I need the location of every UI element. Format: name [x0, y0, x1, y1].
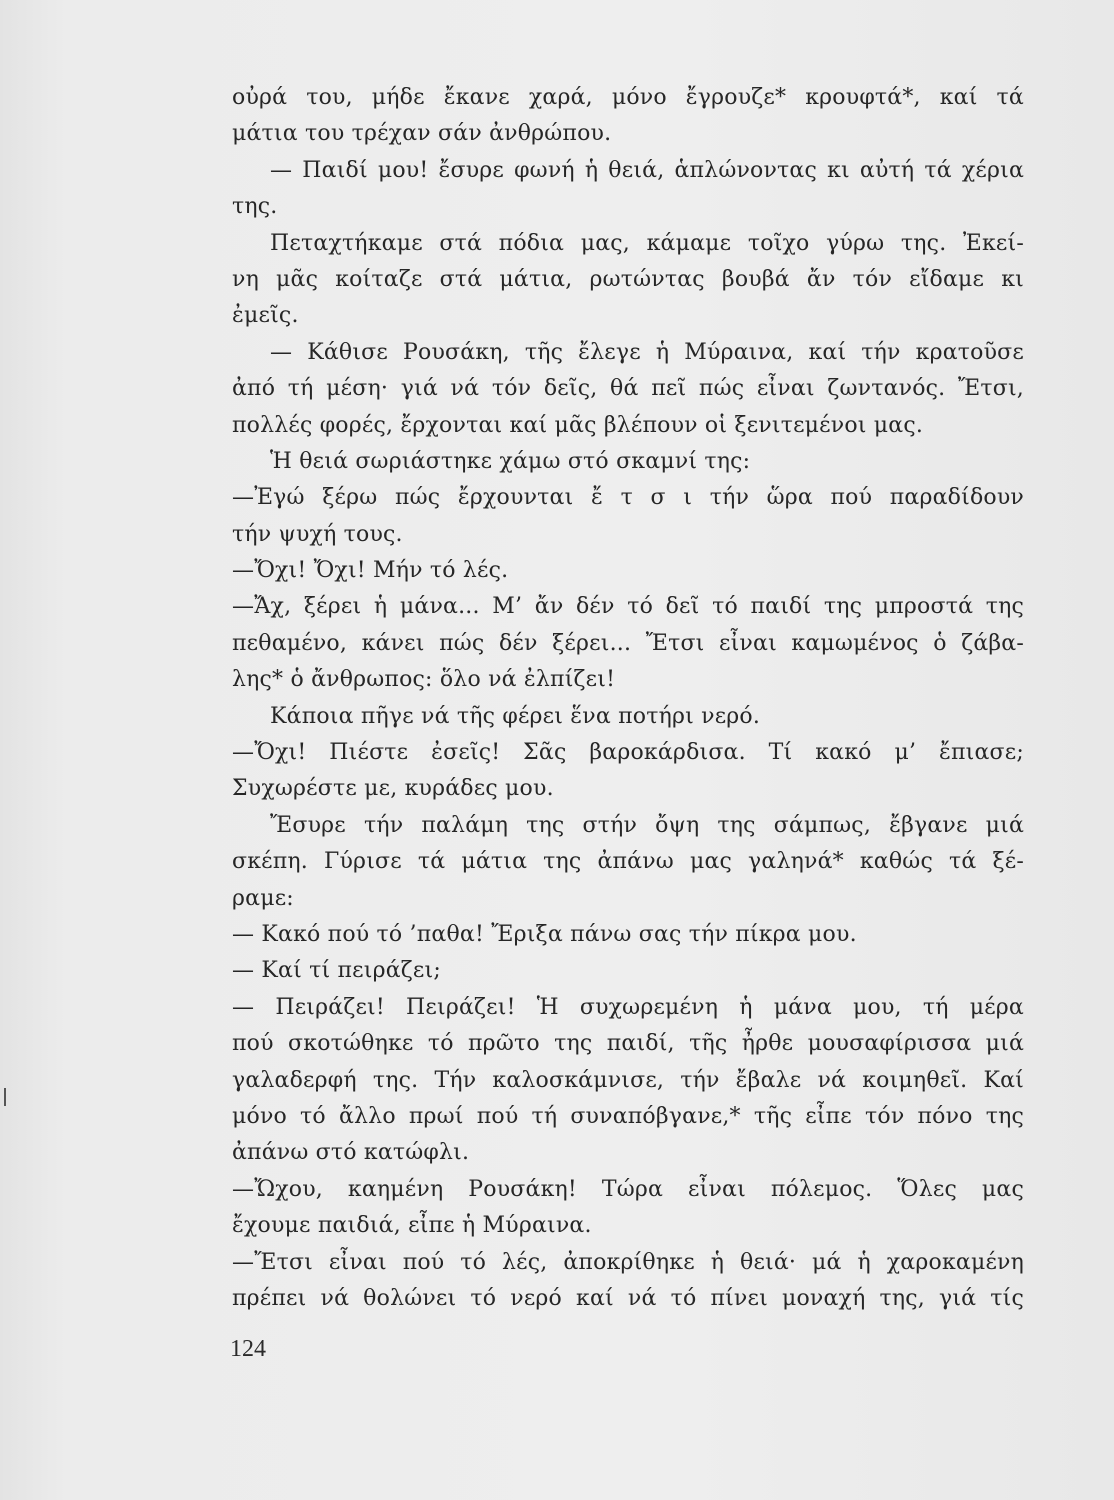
text-line: μόνο τό ἄλλο πρωί πού τή συναπόβγανε,* τῆς εἶπε τόν πόνο της: [232, 1103, 1024, 1129]
text-line: ἐμεῖς.: [232, 303, 299, 329]
text-line: — Κάθισε Ρουσάκη, τῆς ἔλεγε ἡ Μύραινα, καί τήν κρατοῦσε: [270, 339, 1024, 365]
text-line: —Ὤχου, καημένη Ρουσάκη! Τώρα εἶναι πόλεμος. Ὅλες μας: [232, 1176, 1024, 1202]
text-line: πού σκοτώθηκε τό πρῶτο της παιδί, τῆς ἦρθε μουσαφίρισσα μιά: [232, 1031, 1024, 1057]
text-line: μάτια του τρέχαν σάν ἀνθρώπου.: [232, 121, 612, 147]
text-line: — Καί τί πειράζει;: [232, 958, 441, 984]
text-line: τήν ψυχή τους.: [232, 521, 403, 547]
text-line: ἀπάνω στό κατώφλι.: [232, 1140, 470, 1166]
text-line: — Παιδί μου! ἔσυρε φωνή ἡ θειά, ἁπλώνοντας κι αὐτή τά χέρια: [270, 157, 1024, 183]
text-line: —Ἔτσι εἶναι πού τό λές, ἀποκρίθηκε ἡ θειά· μά ἡ χαροκαμένη: [232, 1249, 1024, 1275]
text-line: πολλές φορές, ἔρχονται καί μᾶς βλέπουν οἱ ξενιτεμένοι μας.: [232, 412, 924, 438]
body-text: [232, 80, 1024, 1317]
text-line: πρέπει νά θολώνει τό νερό καί νά τό πίνει μοναχή της, γιά τίς: [232, 1285, 1024, 1311]
text-line: πεθαμένο, κάνει πώς δέν ξέρει... Ἔτσι εἶναι καμωμένος ὁ ζάβα-: [232, 630, 1024, 656]
text-line: —Ὄχι! Πιέστε ἐσεῖς! Σᾶς βαροκάρδισα. Τί κακό μ’ ἔπιασε;: [232, 740, 1024, 766]
text-line: Πεταχτήκαμε στά πόδια μας, κάμαμε τοῖχο γύρω της. Ἐκεί-: [270, 230, 1024, 256]
text-line: — Πειράζει! Πειράζει! Ἡ συχωρεμένη ἡ μάνα μου, τή μέρα: [232, 994, 1024, 1020]
text-line: —Ἄχ, ξέρει ἡ μάνα... Μ’ ἄν δέν τό δεῖ τό παιδί της μπροστά της: [232, 594, 1024, 620]
text-line: Συχωρέστε με, κυράδες μου.: [232, 776, 554, 802]
text-line: Ἔσυρε τήν παλάμη της στήν ὄψη της σάμπως, ἔβγανε μιά: [270, 812, 1024, 838]
text-line: ἔχουμε παιδιά, εἶπε ἡ Μύραινα.: [232, 1213, 592, 1239]
text-line: Ἡ θειά σωριάστηκε χάμω στό σκαμνί της:: [270, 448, 751, 474]
text-line: γαλαδερφή της. Τήν καλοσκάμνισε, τήν ἔβαλε νά κοιμηθεῖ. Καί: [232, 1067, 1024, 1093]
text-line: —Ἐγώ ξέρω πώς ἔρχουνται ἔ τ σ ι τήν ὥρα πού παραδίδουν: [232, 485, 1024, 511]
text-line: της.: [232, 194, 278, 220]
text-line: ἀπό τή μέση· γιά νά τόν δεῖς, θά πεῖ πώς εἶναι ζωντανός. Ἔτσι,: [232, 376, 1024, 402]
text-line: Κάποια πῆγε νά τῆς φέρει ἕνα ποτήρι νερό.: [270, 703, 761, 729]
text-line: λης* ὁ ἄνθρωπος: ὅλο νά ἐλπίζει!: [232, 667, 616, 693]
text-line: —Ὄχι! Ὄχι! Μήν τό λές.: [232, 558, 509, 584]
text-line: — Κακό πού τό ’παθα! Ἔριξα πάνω σας τήν πίκρα μου.: [232, 921, 857, 947]
text-line: οὐρά του, μήδε ἔκανε χαρά, μόνο ἔγρουζε* κρουφτά*, καί τά: [232, 85, 1024, 110]
text-line: ραμε:: [232, 885, 294, 911]
text-line: σκέπη. Γύρισε τά μάτια της ἀπάνω μας γαληνά* καθώς τά ξέ-: [232, 849, 1024, 875]
text-line: νη μᾶς κοίταζε στά μάτια, ρωτώντας βουβά ἄν τόν εἴδαμε κι: [232, 266, 1024, 292]
scan-edge-mark: [4, 1088, 6, 1106]
page-number: 124: [230, 1336, 266, 1362]
